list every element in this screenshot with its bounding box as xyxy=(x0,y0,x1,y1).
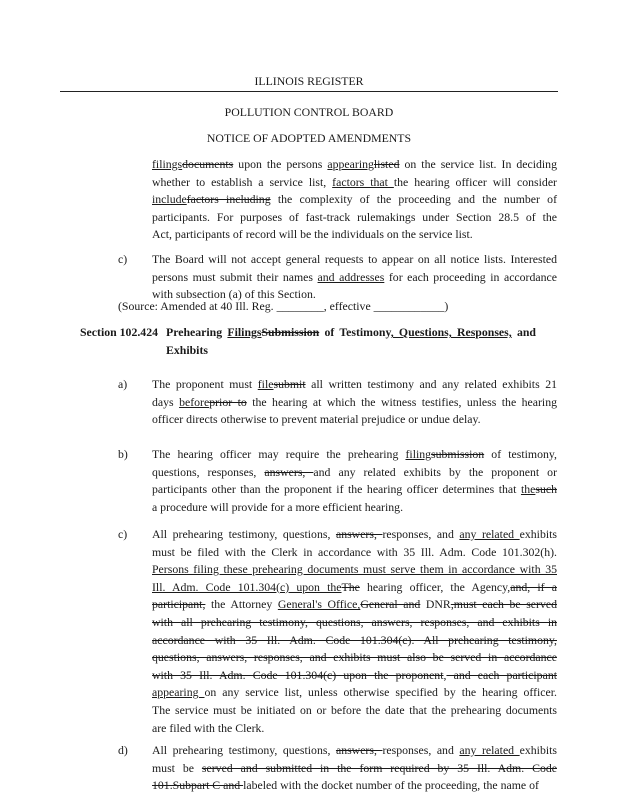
text: for each proceeding in accordance xyxy=(384,269,557,284)
item-c xyxy=(152,526,557,737)
text: participants. For purposes of fast-track rulemakings under Section 28.5 of the xyxy=(152,209,557,224)
inserted-text: Persons filing these prehearing documents must serve them in accordance with 35 xyxy=(152,562,557,577)
text-line xyxy=(152,579,557,597)
text: and xyxy=(511,325,536,339)
text: must be filed with the Clerk in accordance with 35 Ill. Adm. Code 101.302(h). xyxy=(152,544,557,559)
text: DNR xyxy=(420,597,451,612)
text-line xyxy=(152,191,557,209)
deleted-text: answers, xyxy=(335,527,383,541)
text: with subsection (a) of this Section. xyxy=(152,287,316,302)
text: on the service list. In deciding xyxy=(399,157,557,171)
text: All prehearing testimony, questions, xyxy=(152,743,336,757)
text: , xyxy=(443,667,447,682)
text: whether to establish a service list, xyxy=(152,174,333,189)
text-line xyxy=(152,464,557,482)
text: questions, responses, xyxy=(152,464,265,479)
text: exhibits xyxy=(519,743,557,757)
text: days xyxy=(152,394,180,409)
item-a xyxy=(152,376,557,429)
inserted-text: General's Office, xyxy=(277,597,361,612)
item-label: a) xyxy=(118,377,128,391)
text-line xyxy=(152,251,557,269)
deleted-text: answers, xyxy=(264,464,314,479)
deleted-text: such xyxy=(535,482,557,497)
text-line xyxy=(152,526,557,544)
text: the complexity of the proceeding and the number of xyxy=(270,192,557,207)
inserted-text: file xyxy=(257,377,274,391)
deleted-text: questions, answers, responses, and exhibits must also be served in accordance xyxy=(152,650,557,665)
text-line xyxy=(152,632,557,650)
text: Exhibits xyxy=(166,342,208,357)
deleted-text: documents xyxy=(182,157,234,171)
inserted-text: before xyxy=(179,394,210,409)
text: on any service list, unless otherwise specified by the hearing officer. xyxy=(204,685,557,700)
deleted-text: ,must each be served xyxy=(450,597,557,612)
text-line xyxy=(152,499,557,517)
deleted-text: answers, xyxy=(335,743,383,757)
text: (Source: Amended at 40 Ill. Reg. ________, effective ____________) xyxy=(118,299,449,313)
text-line xyxy=(152,156,557,174)
text: The service must be initiated on or before the date that the prehearing documents xyxy=(152,702,557,717)
text-line xyxy=(152,702,557,720)
text-line xyxy=(166,324,536,342)
item-b xyxy=(152,446,557,516)
text: the hearing officer will consider xyxy=(393,174,557,189)
deleted-text: and, if a xyxy=(510,579,557,594)
text-line xyxy=(118,298,538,316)
text: all written testimony and any related exhibits 21 xyxy=(305,377,557,391)
inserted-text: the xyxy=(520,482,536,497)
text-line xyxy=(152,649,557,667)
deleted-text: General and xyxy=(360,597,421,612)
inserted-text: filings xyxy=(152,157,183,171)
inserted-text: any related xyxy=(459,743,520,757)
item-c-notice-lists xyxy=(152,251,557,304)
section-title xyxy=(166,324,536,359)
deleted-text: served and submitted in the form required by 35 Ill. Adm. Code xyxy=(201,760,557,775)
inserted-text: Filings xyxy=(227,325,262,339)
inserted-text: factors that xyxy=(332,174,394,189)
text: officer directs otherwise to prevent material prejudice or undue delay. xyxy=(152,412,481,427)
text-line xyxy=(152,174,557,192)
text-line xyxy=(152,760,557,778)
text: of Testimony xyxy=(319,325,391,339)
text-line xyxy=(152,614,557,632)
deleted-text: Submission xyxy=(261,325,320,339)
text: responses, and xyxy=(382,743,460,757)
text: exhibits xyxy=(519,527,557,541)
text-line xyxy=(152,226,557,244)
text-line xyxy=(152,684,557,702)
item-label: c) xyxy=(118,252,128,266)
text-line xyxy=(152,376,557,394)
inserted-text: appearing xyxy=(152,685,205,700)
text: a procedure will provide for a more efficient hearing. xyxy=(152,499,404,514)
text-line xyxy=(152,394,557,412)
notice-title: NOTICE OF ADOPTED AMENDMENTS xyxy=(206,131,412,145)
text-line xyxy=(152,720,557,738)
deleted-text: The xyxy=(341,579,360,594)
deleted-text: submission xyxy=(431,447,485,461)
text: the hearing at which the witness testifies, unless the hearing xyxy=(246,394,558,409)
text-line xyxy=(152,269,557,287)
deleted-text: accordance with 35 Ill. Adm. Code 101.304(c). All prehearing testimony, xyxy=(152,632,557,647)
text-line xyxy=(152,742,557,760)
text: of testimony, xyxy=(484,447,557,461)
item-label: b) xyxy=(118,447,128,461)
text: All prehearing testimony, questions, xyxy=(152,527,336,541)
board-name: POLLUTION CONTROL BOARD xyxy=(224,105,394,119)
deleted-text: 101.Subpart C and xyxy=(152,778,244,793)
section-number: Section 102.424 xyxy=(80,325,158,339)
item-label: d) xyxy=(118,743,128,757)
continued-paragraph xyxy=(152,156,557,244)
text: participants other than the proponent if the hearing officer determines that xyxy=(152,482,521,497)
text: must be xyxy=(152,760,202,775)
text: labeled with the docket number of the proceeding, the name of xyxy=(243,778,539,793)
text-line xyxy=(152,777,557,795)
text-line xyxy=(166,342,536,360)
deleted-text: with all prehearing testimony, questions, answers, responses, and exhibits in xyxy=(152,614,557,629)
source-note xyxy=(118,298,538,316)
inserted-text: filing xyxy=(405,447,432,461)
text: the Attorney xyxy=(205,597,278,612)
item-d xyxy=(152,742,557,795)
text: upon the persons xyxy=(233,157,328,171)
deleted-text: listed xyxy=(373,157,400,171)
header-rule xyxy=(60,91,558,92)
text: persons must submit their names xyxy=(152,269,318,284)
deleted-text: submit xyxy=(273,377,306,391)
text-line xyxy=(152,411,557,429)
inserted-text: include xyxy=(152,192,187,207)
text: The Board will not accept general requests to appear on all notice lists. Interested xyxy=(152,252,557,266)
deleted-text: with 35 Ill. Adm. Code 101.304(c) upon the proponent xyxy=(152,667,444,682)
inserted-text: any related xyxy=(459,527,520,541)
text: and any related exhibits by the proponent or xyxy=(313,464,557,479)
item-label: c) xyxy=(118,527,128,541)
inserted-text: and addresses xyxy=(317,269,385,284)
text-line xyxy=(152,561,557,579)
text-line xyxy=(152,544,557,562)
text: The hearing officer may require the prehearing xyxy=(152,447,406,461)
deleted-text: participant, xyxy=(152,597,206,612)
text: hearing officer, the Agency, xyxy=(359,579,511,594)
text: The proponent must xyxy=(152,377,258,391)
text-line xyxy=(152,481,557,499)
inserted-text: appearing xyxy=(327,157,374,171)
text: Act, participants of record will be the individuals on the service list. xyxy=(152,227,473,242)
register-title: ILLINOIS REGISTER xyxy=(254,74,364,88)
text: are filed with the Clerk. xyxy=(152,720,265,735)
inserted-text: Ill. Adm. Code 101.304(c) upon the xyxy=(152,579,342,594)
deleted-text: prior to xyxy=(209,394,247,409)
inserted-text: , Questions, Responses, xyxy=(390,325,512,339)
text-line xyxy=(152,596,557,614)
deleted-text: factors including xyxy=(186,192,271,207)
text: Prehearing xyxy=(166,325,228,339)
text-line xyxy=(152,209,557,227)
text-line xyxy=(152,446,557,464)
text: responses, and xyxy=(382,527,460,541)
deleted-text: and each participant xyxy=(446,667,557,682)
section-heading xyxy=(80,324,536,359)
text-line xyxy=(152,667,557,685)
